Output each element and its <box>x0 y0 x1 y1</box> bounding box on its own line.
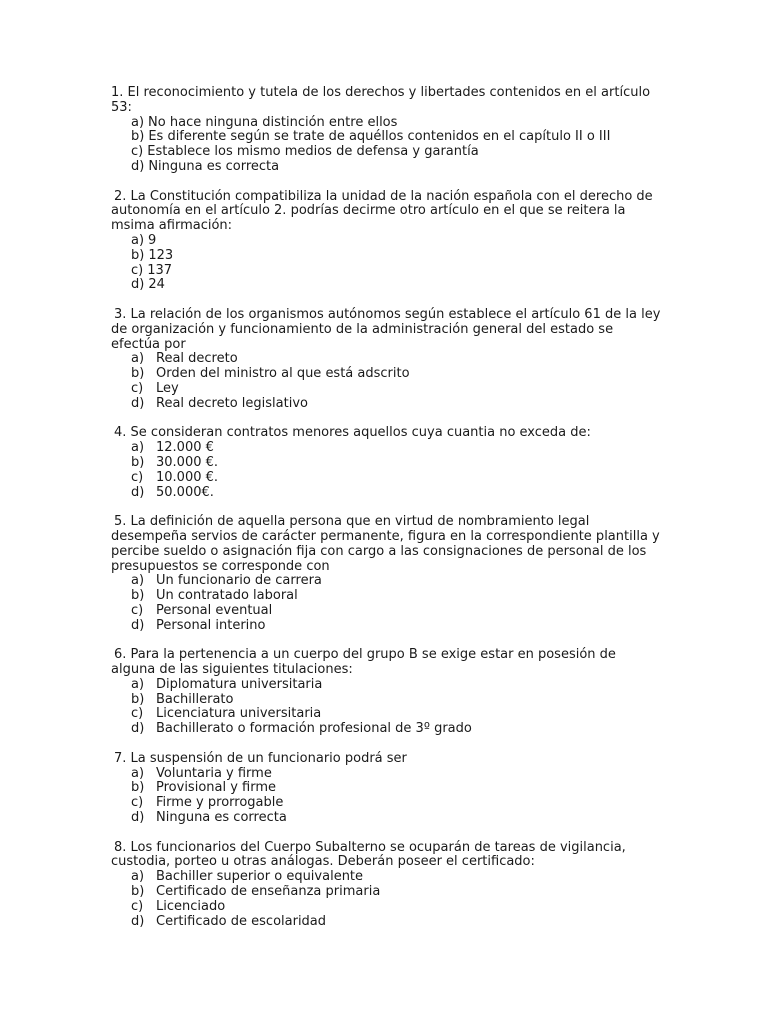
question-2-text: 2. La Constitución compatibiliza la unidad de la nación española con el derecho de autonomía en el artículo 2. podrías decirme otro artículo en el que se reitera la msima afirmación: <box>111 188 653 234</box>
option-letter: b) <box>131 691 145 707</box>
question-4 <box>111 426 661 500</box>
option-d <box>111 619 661 634</box>
option-text: 10.000 €. <box>156 469 219 485</box>
option-text: 24 <box>148 277 165 293</box>
question-1-options <box>111 116 661 175</box>
option-b <box>111 456 661 471</box>
option-text: Real decreto <box>156 351 238 367</box>
option-letter: b) <box>131 366 145 382</box>
option-b <box>111 885 661 900</box>
option-b <box>111 249 661 264</box>
option-c <box>111 145 661 160</box>
option-text: Provisional y firme <box>156 780 277 796</box>
question-3 <box>111 308 661 412</box>
option-letter: b) <box>131 780 145 796</box>
option-text: Certificado de escolaridad <box>156 913 327 929</box>
option-text: Ninguna es correcta <box>148 158 280 174</box>
option-a <box>111 234 661 249</box>
option-text: Diplomatura universitaria <box>156 676 323 692</box>
question-2-options <box>111 234 661 293</box>
option-letter: d) <box>131 810 145 826</box>
option-text: Establece los mismo medios de defensa y garantía <box>147 144 479 160</box>
question-2 <box>111 190 661 294</box>
option-b <box>111 130 661 145</box>
option-letter: c) <box>131 469 144 485</box>
option-b <box>111 781 661 796</box>
option-b <box>111 367 661 382</box>
option-letter: a) <box>131 440 145 456</box>
option-d <box>111 486 661 501</box>
option-letter: c) <box>131 795 144 811</box>
option-text: Un contratado laboral <box>156 588 298 604</box>
question-6 <box>111 648 661 737</box>
question-1-text: 1. El reconocimiento y tutela de los derechos y libertades contenidos en el artículo 53: <box>111 85 651 115</box>
option-letter: c) <box>131 380 144 396</box>
option-text: Ley <box>156 380 179 396</box>
option-c <box>111 707 661 722</box>
question-4-options <box>111 441 661 500</box>
question-1 <box>111 86 661 175</box>
option-letter: b) <box>131 588 145 604</box>
option-letter: a) <box>131 114 145 130</box>
option-letter: b) <box>131 129 145 145</box>
option-text: 9 <box>148 232 157 248</box>
option-letter: d) <box>131 158 145 174</box>
question-7 <box>111 752 661 826</box>
option-letter: c) <box>131 602 144 618</box>
option-a <box>111 574 661 589</box>
option-letter: d) <box>131 721 145 737</box>
option-c <box>111 604 661 619</box>
option-letter: a) <box>131 765 145 781</box>
option-text: No hace ninguna distinción entre ellos <box>148 114 398 130</box>
option-letter: d) <box>131 395 145 411</box>
option-letter: b) <box>131 247 145 263</box>
option-letter: b) <box>131 454 145 470</box>
question-6-options <box>111 678 661 737</box>
option-text: 30.000 €. <box>156 454 219 470</box>
option-letter: b) <box>131 884 145 900</box>
question-8-text: 8. Los funcionarios del Cuerpo Subalterno se ocuparán de tareas de vigilancia, custodia, porteo u otras análogas. Deberán poseer el certificado: <box>111 839 626 870</box>
option-text: 123 <box>148 247 174 263</box>
option-text: 12.000 € <box>156 440 214 456</box>
option-d <box>111 278 661 293</box>
option-text: Personal eventual <box>156 602 273 618</box>
option-c <box>111 796 661 811</box>
option-b <box>111 693 661 708</box>
option-a <box>111 678 661 693</box>
option-text: Real decreto legislativo <box>156 395 308 411</box>
question-5 <box>111 515 661 633</box>
option-letter: d) <box>131 277 145 293</box>
option-b <box>111 589 661 604</box>
option-text: 50.000€. <box>156 484 214 500</box>
option-letter: a) <box>131 676 145 692</box>
option-a <box>111 870 661 885</box>
option-d <box>111 397 661 412</box>
option-a <box>111 352 661 367</box>
option-text: 137 <box>147 262 173 278</box>
question-5-options <box>111 574 661 633</box>
option-text: Ninguna es correcta <box>156 810 287 826</box>
option-a <box>111 441 661 456</box>
option-text: Personal interino <box>156 617 266 633</box>
question-4-text: 4. Se consideran contratos menores aquellos cuya cuantia no exceda de: <box>114 425 591 441</box>
question-3-options <box>111 352 661 411</box>
option-d <box>111 722 661 737</box>
option-text: Bachillerato o formación profesional de 3º grado <box>156 721 472 737</box>
question-3-text: 3. La relación de los organismos autónomos según establece el artículo 61 de la ley de organización y funcionamiento de la administración general del estado se efectúa por <box>111 306 661 352</box>
option-letter: a) <box>131 232 145 248</box>
question-8 <box>111 841 661 930</box>
question-8-options <box>111 870 661 929</box>
option-text: Voluntaria y firme <box>156 765 272 781</box>
question-5-text: 5. La definición de aquella persona que en virtud de nombramiento legal desempeña servios de carácter permanente, figura en la correspondiente plantilla y percibe sueldo o asignación fija con cargo a las consignaciones de personal de los presupuestos se corresponde con <box>111 514 660 574</box>
question-7-text: 7. La suspensión de un funcionario podrá ser <box>114 750 407 766</box>
option-d <box>111 160 661 175</box>
option-letter: a) <box>131 351 145 367</box>
option-d <box>111 915 661 930</box>
option-d <box>111 811 661 826</box>
option-text: Certificado de enseñanza primaria <box>156 884 381 900</box>
option-text: Orden del ministro al que está adscrito <box>156 366 410 382</box>
option-text: Licenciatura universitaria <box>156 706 322 722</box>
option-c <box>111 264 661 279</box>
option-a <box>111 767 661 782</box>
option-c <box>111 382 661 397</box>
option-letter: c) <box>131 262 144 278</box>
option-letter: c) <box>131 144 144 160</box>
option-text: Es diferente según se trate de aquéllos contenidos en el capítulo II o III <box>148 129 611 145</box>
question-7-options <box>111 767 661 826</box>
option-letter: c) <box>131 898 144 914</box>
option-text: Un funcionario de carrera <box>156 573 322 589</box>
option-a <box>111 116 661 131</box>
document-page <box>111 86 661 944</box>
option-letter: a) <box>131 573 145 589</box>
option-c <box>111 900 661 915</box>
option-text: Licenciado <box>156 898 226 914</box>
option-letter: d) <box>131 913 145 929</box>
option-letter: d) <box>131 484 145 500</box>
option-text: Firme y prorrogable <box>156 795 284 811</box>
question-6-text: 6. Para la pertenencia a un cuerpo del grupo B se exige estar en posesión de alguna de las siguientes titulaciones: <box>111 647 616 678</box>
option-text: Bachillerato <box>156 691 234 707</box>
option-letter: d) <box>131 617 145 633</box>
option-letter: a) <box>131 869 145 885</box>
option-c <box>111 471 661 486</box>
option-letter: c) <box>131 706 144 722</box>
option-text: Bachiller superior o equivalente <box>156 869 364 885</box>
